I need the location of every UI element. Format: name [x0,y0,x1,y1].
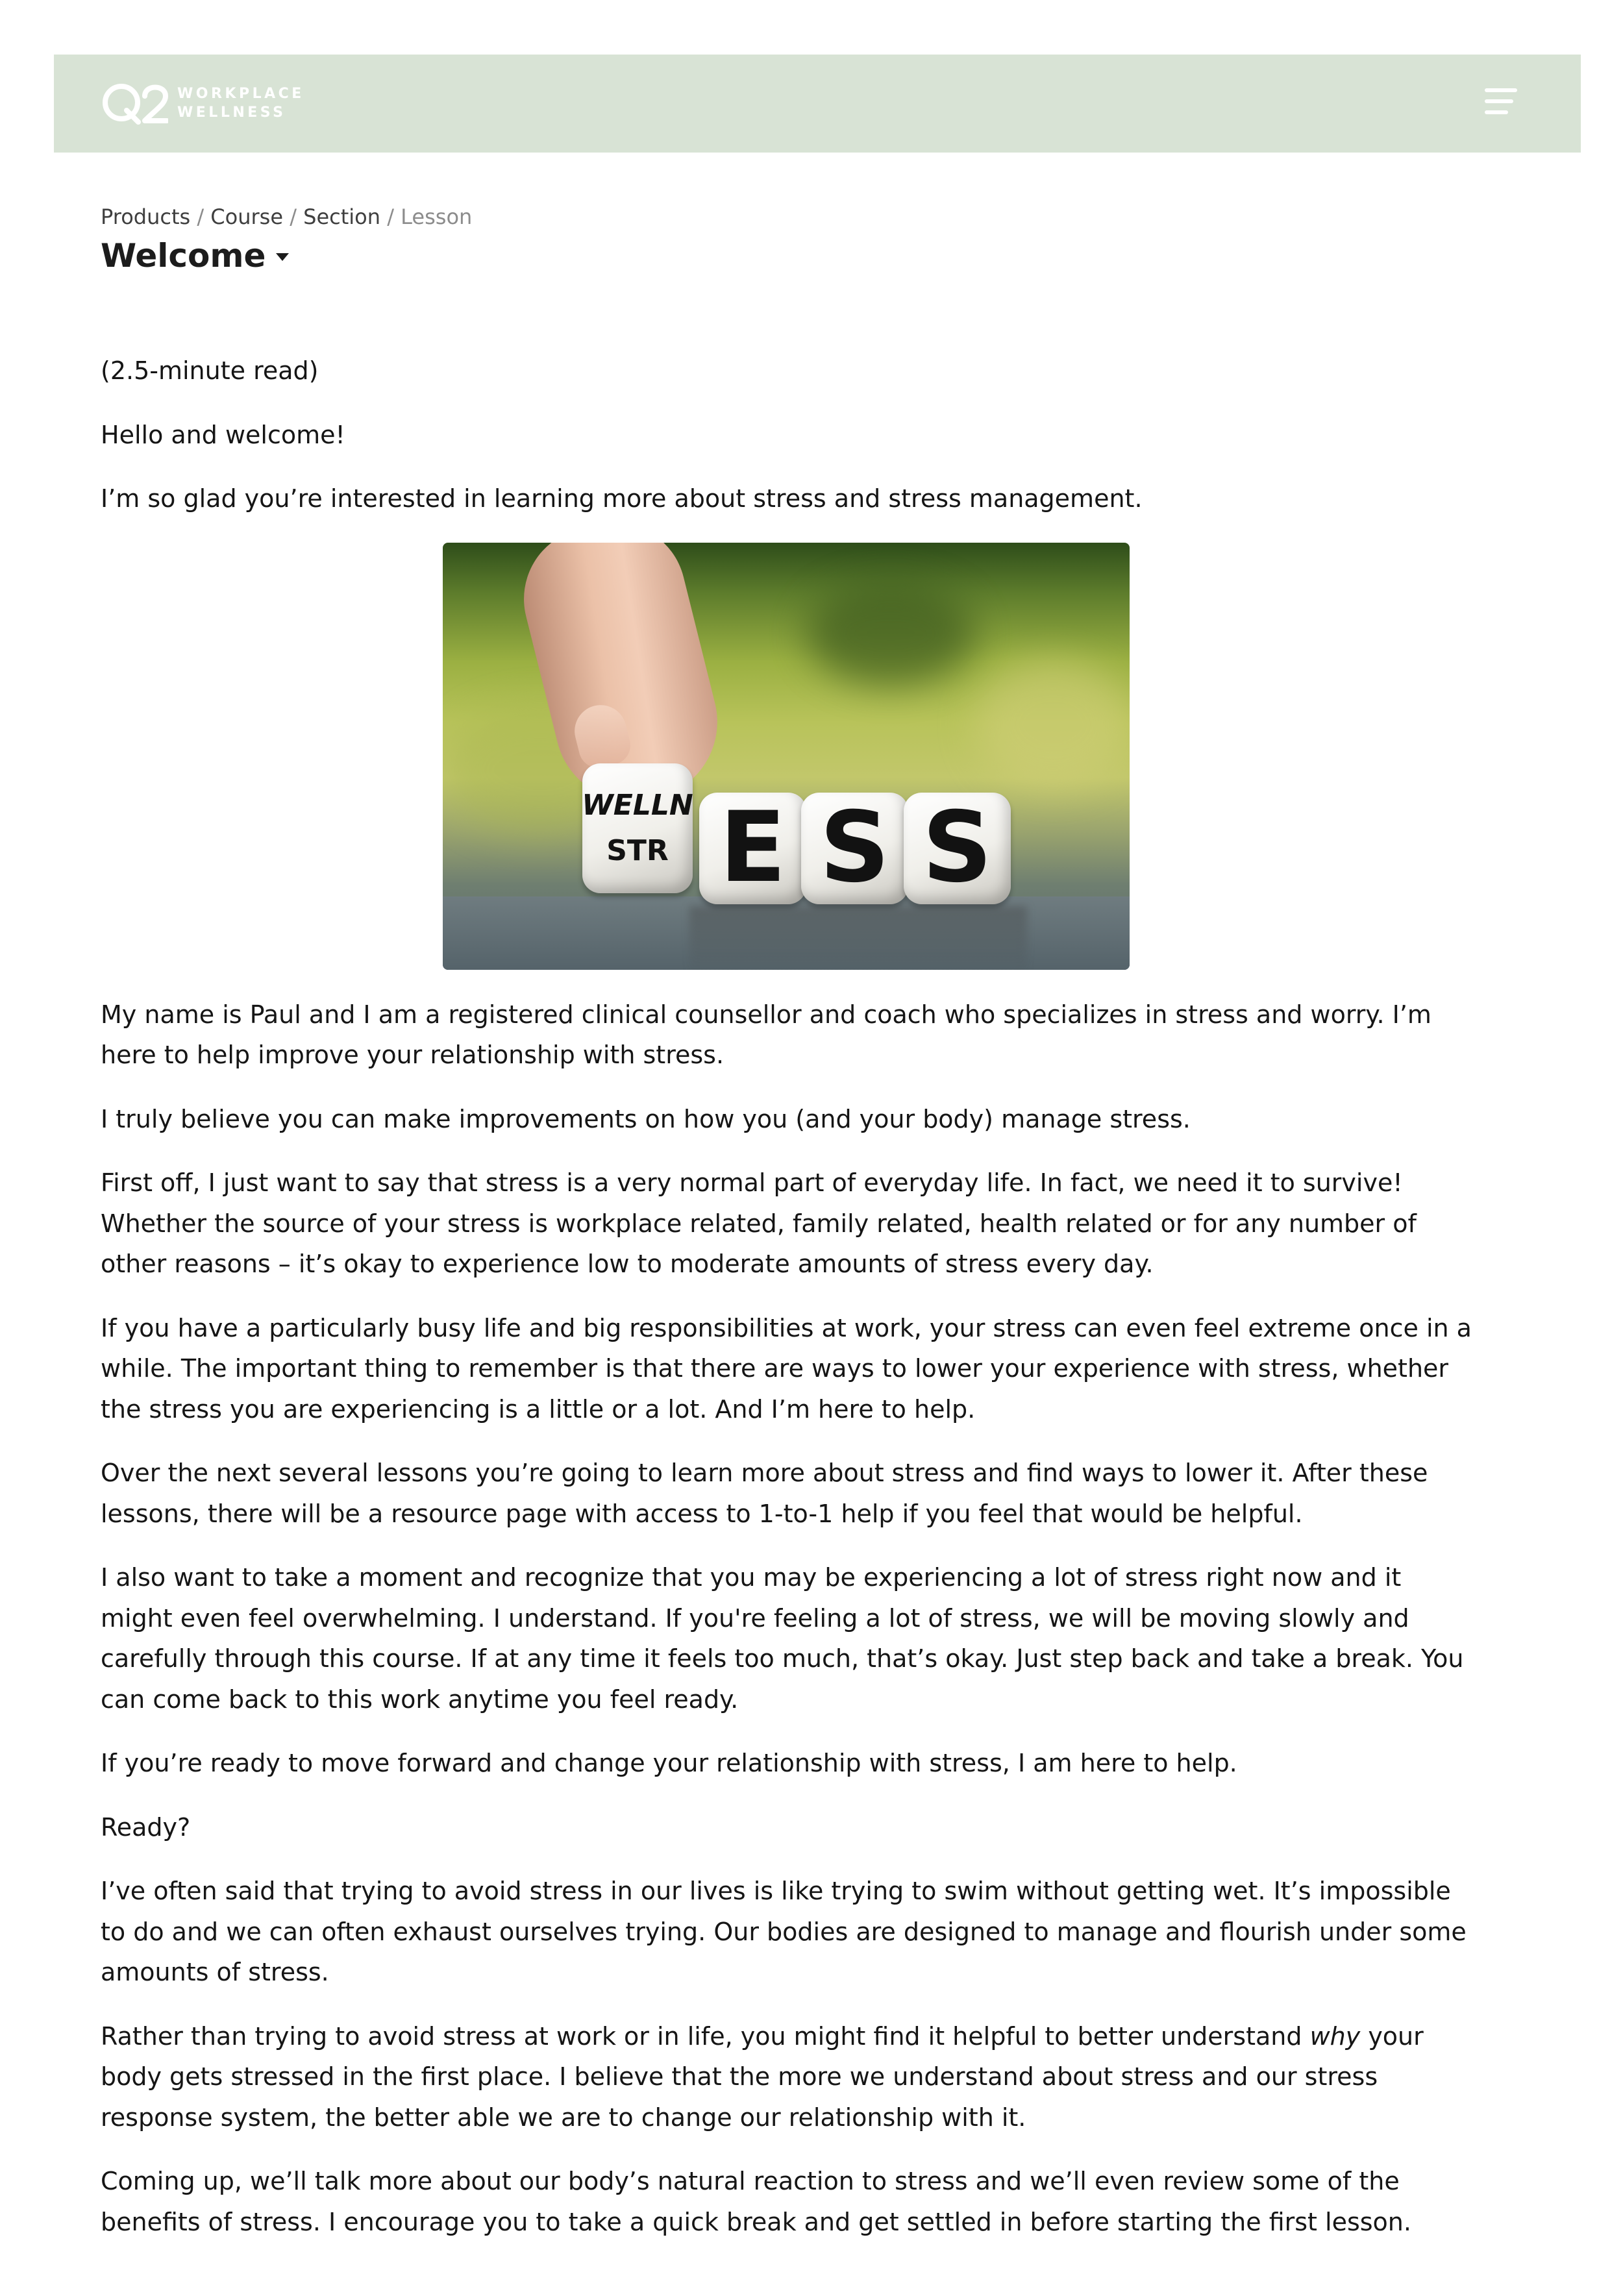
die-letter-s: S [801,793,908,904]
body-paragraph: If you have a particularly busy life and big responsibilities at work, your stress can even feel extreme once in a while. The important thing to remember is that there are ways to lower your experience with stress, whether the stress you are experiencing is a little or a lot. And I’m here to help. [101,1313,1472,1424]
body-paragraph: I also want to take a moment and recognize that you may be experiencing a lot of stress right now and it might even feel overwhelming. I understand. If you're feeling a lot of stress, we will be moving slowly and carefully through this course. If at any time it feels too much, that’s okay. Just step back and take a break. You can come back to this work anytime you feel ready. [101,1563,1464,1714]
body-paragraph: Ready? [101,1812,191,1842]
greeting: Hello and welcome! [101,420,345,449]
body-paragraph: My name is Paul and I am a registered clinical counsellor and coach who specializes in stress and worry. I’m here to help improve your relationship with stress. [101,1000,1431,1069]
breadcrumb-separator: / [197,204,204,229]
why-before: Rather than trying to avoid stress at work or in life, you might find it helpful to better understand [101,2021,1310,2051]
die-letter-s: S [904,793,1011,904]
wellness-dice-image [443,543,1130,970]
body-paragraph-why [101,2016,1474,2138]
caret-down-icon [276,253,289,261]
body-paragraph: First off, I just want to say that stress is a very normal part of everyday life. In fact, we need it to survive! Whether the source of your stress is workplace related, family related, health related or for any number of other reasons – it’s okay to experience low to moderate amounts of stress every day. [101,1168,1417,1278]
breadcrumb-separator: / [290,204,297,229]
page-title: Welcome [101,237,266,275]
die-letter-e: E [699,793,806,904]
body-paragraph: I truly believe you can make improvements on how you (and your body) manage stress. [101,1104,1191,1133]
why-emphasis: why [1309,2021,1361,2051]
q2-workplace-wellness-logo[interactable] [101,80,304,126]
site-header [54,55,1581,153]
logo-line-1: WORKPLACE [177,86,304,102]
breadcrumb [101,203,472,230]
die-bottom-text: STR [606,833,669,867]
logo-wordmark [177,84,304,122]
die-top-text: WELLN [582,788,693,822]
die-wellness-stress [582,763,693,893]
logo-line-2: WELLNESS [177,105,286,121]
body-paragraph: I’ve often said that trying to avoid stress in our lives is like trying to swim without getting wet. It’s impossible to do and we can often exhaust ourselves trying. Our bodies are designed to manage and flourish under some amounts of stress. [101,1877,1467,1986]
why-after: your body gets stressed in the first place. I believe that the more we understand about stress and our stress response system, the better able we are to change our relationship with it. [101,2021,1424,2132]
closing-paragraph: Coming up, we’ll talk more about our body’s natural reaction to stress and we’ll even review some of the benefits of stress. I encourage you to take a quick break and get settled in before starting the first lesson. [101,2167,1411,2236]
q2-logo-icon [101,80,168,126]
read-time: (2.5-minute read) [101,356,319,385]
breadcrumb-section[interactable]: Section [303,204,381,229]
body-paragraph: If you’re ready to move forward and change your relationship with stress, I am here to help. [101,1749,1237,1777]
lesson-title-dropdown[interactable] [101,235,289,277]
body-paragraph: Over the next several lessons you’re going to learn more about stress and find ways to lower it. After these lessons, there will be a resource page with access to 1-to-1 help if you feel that would be helpful. [101,1459,1428,1528]
lesson-content [101,351,1474,2265]
breadcrumb-course[interactable]: Course [210,204,284,229]
hamburger-menu-icon[interactable] [1485,88,1521,119]
intro-paragraph: I’m so glad you’re interested in learning more about stress and stress management. [101,484,1143,513]
breadcrumb-products[interactable]: Products [101,204,191,229]
breadcrumb-separator: / [387,204,394,229]
breadcrumb-current: Lesson [401,204,473,229]
